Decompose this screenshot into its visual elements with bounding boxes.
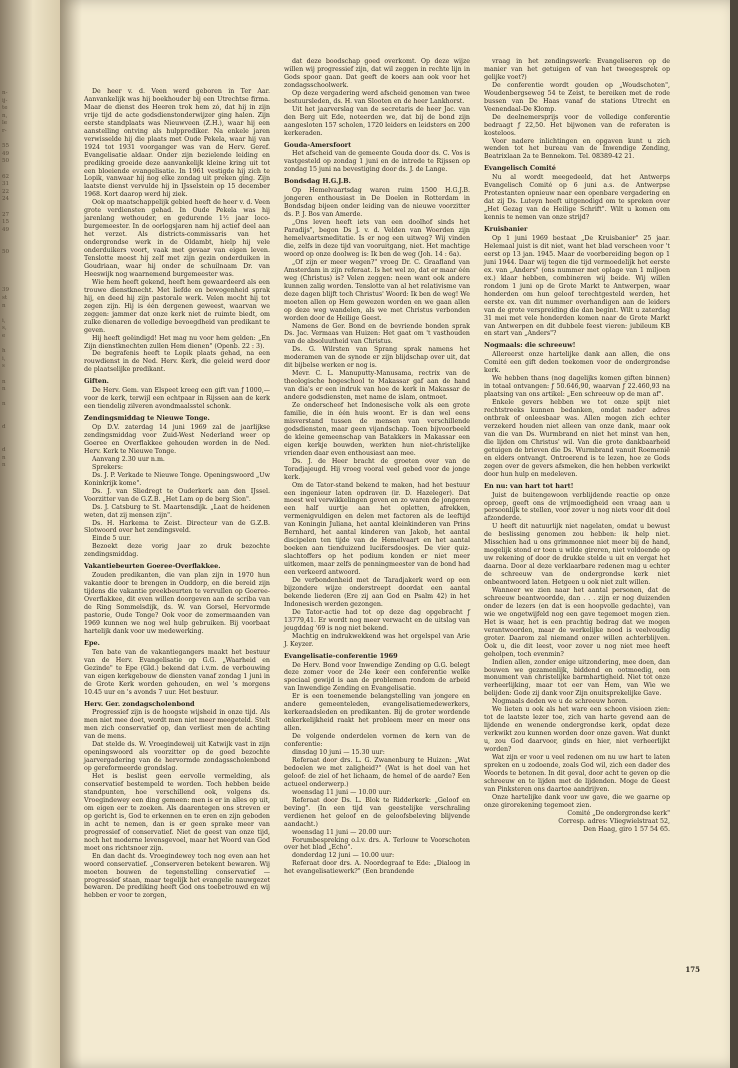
facing-page-fragments	[2, 90, 16, 790]
paragraph: Dat stelde ds. W. Vroegindeweij uit Katwijk vast in zijn openingswoord als voorzitter op de goed bezochte jaarvergadering van de hervormde zondagsscholenbond op gereformeerde grondslag.	[84, 741, 270, 773]
column-middle	[284, 58, 470, 876]
facing-page-fragment	[2, 272, 16, 280]
paragraph: Hij heeft geëindigd! Het mag nu voor hem gelden: „En Zijn dienstknechten zullen Hem dienen" (Openb. 22 : 3).	[84, 334, 270, 350]
facing-page-fragment: h	[2, 348, 6, 355]
facing-page-fragment: 24	[2, 196, 10, 203]
facing-page-fragment: te	[2, 105, 8, 112]
paragraph: Wanneer we zien naar het aantal personen, dat de schreeuw beantwoordde, dan . . . zijn er nog duizenden onder de lezers (en dat is een hoopvolle gedachte), van wie we ongetwijfeld nog een gave tegemoet mogen zien. Het is waar, het is een prachtig bedrag dat we mogen verantwoorden, maar de werkelijke nood is veelvoudig groter. Daarom zal niemand onzer willen achterblijven. Ook u, die dit leest, voor zover u nog niet mee heeft geholpen, toch evenmin?	[484, 587, 670, 658]
paragraph: Wie hem heeft gekend, heeft hem gewaardeerd als een trouwe dienstknecht. Met liefde en bewogenheid sprak hij, en deed hij zijn pastorale werk. Velen mocht hij tot zegen zijn. Hij is één dergenen geweest, waarvan we zeggen: jammer dat onze kerk niet de ruimte biedt, om zulke dienaren de volledige bevoegdheid van predikant te geven.	[84, 278, 270, 334]
facing-page-fragment	[2, 265, 16, 273]
paragraph: Machtig en indrukwekkend was het orgelspel van Arie J. Keyzer.	[284, 632, 470, 648]
paragraph: Ds. H. Harkema te Zeist. Directeur van de G.Z.B. Slotwoord over het zendingsveld.	[84, 519, 270, 535]
facing-page-fragment: n	[2, 378, 6, 385]
article-heading: Epe.	[84, 638, 100, 647]
paragraph: Nu al wordt meegedeeld, dat het Antwerps Evangelisch Comité op 6 juni a.s. de Antwerpse Protestanten opnieuw naar een openbare vergadering en dat zij Ds. Luteyn heeft uitgenodigd om te spreken over „Het Gezag van de Heilige Schrift". Wilt u komen om kennis te nemen van onze strijd?	[484, 174, 670, 222]
facing-page-fragment	[2, 417, 16, 425]
facing-page-fragment: n-	[2, 90, 8, 96]
article-heading: En nu: van hart tot hart!	[484, 481, 574, 490]
facing-page-fragment	[2, 409, 16, 417]
paragraph: Enkele gevers hebben we tot onze spijt niet rechtstreeks kunnen bedanken, omdat nader adres ontbrak of onleesbaar was. Allen mogen zich echter verzekerd houden niet alleen van onze dank, maar ook van die van Ds. Wurmbrand en niet het minst van hen, die lijden om Christus' wil. Van die grote dankbaarheid getuigen de brieven die Ds. Wurmbrand vanuit Roemenië en elders ontvangt. Ontroerend is te lezen, hoe ze Gods zegen over de gevers afsmeken, die hen hebben verkwikt door hun hulp en medeleven.	[484, 399, 670, 478]
article-heading: Evangelisatie-conferentie 1969	[284, 651, 398, 660]
paragraph: Ds. J. van Sliedregt te Ouderkerk aan den IJssel. Voorzitter van de G.Z.B. „Het Lam op de berg Sion".	[84, 487, 270, 503]
article-heading: Zendingsmiddag te Nieuwe Tonge.	[84, 414, 210, 423]
paragraph: Er is een toenemende belangstelling van jongere en andere gemeenteleden, evangelisatiemedewerkers, kerkeraadsleden en predikanten. Bij de groter wordende onkerkelijkheid raakt het probleem meer en meer ons allen.	[284, 693, 470, 733]
facing-page-fragment: i,	[2, 317, 6, 324]
paragraph: dat deze boodschap goed overkomt. Op deze wijze willen wij progressief zijn, dat wil zeggen in rechte lijn in Gods spoor gaan. Dat geeft de koers aan ook voor het zondagsschoolwerk.	[284, 58, 470, 89]
paragraph: De Herv. Gem. van Elspeet kreeg een gift van ƒ 1000,— voor de kerk, terwijl een echtpaar in Rijssen aan de kerk een tiendelig zilveren avondmaalsstel schonk.	[84, 387, 270, 411]
paragraph: Op D.V. zaterdag 14 juni 1969 zal de jaarlijkse zendingsmiddag voor Zuid-West Nederland weer op Goeree en Overflakkee gehouden worden in de Ned. Herv. Kerk te Nieuwe Tonge.	[84, 424, 270, 455]
paragraph: woensdag 11 juni — 20.00 uur:	[292, 828, 392, 836]
paragraph: U heeft dit natuurlijk niet nagelaten, omdat u bewust de beslissing genomen zou hebben: ik help niet. Misschien had u ons grimmonnee niet meer bij de hand, mogelijk stond er toen u wilde gireren, niet voldoende op uw rekening of door de drukke stelde u uit en vergat het daarna. Door al deze verklaarbare redenen mag u echter de schreeuw van de ondergrondse kerk niet onbeantwoord laten. Hetgeen u ook niet zult willen.	[484, 523, 670, 587]
facing-page-fragment: 49	[2, 226, 10, 233]
magazine-page	[60, 0, 730, 1068]
paragraph: Ook op maatschappelijk gebied heeft de heer v. d. Veen grote verdiensten gehad. In Oude Pekela was hij jarenlang wethouder, en gedurende 1½ jaar loco-burgemeester. In de oorlogsjaren nam hij actief deel aan het verzet. Als districts-commissaris van het ondergrondse werk in de Oldambt, hielp hij vele onderduikers voort, vaak met gevaar van eigen leven. Tenslotte moest hij zelf met zijn gezin onderduiken in Goudriaan, waar hij onder de schuilnaam Dr. van Heeswijk nog waarnemend burgemeester was.	[84, 199, 270, 278]
paragraph: Juist de buitengewoon verblijdende reactie op onze oproep, geeft ons de vrijmoedigheid een vraag aan u persoonlijk te stellen, voor zover u nog niets voor dit doel afzonderde.	[484, 491, 670, 523]
paragraph: Referaat door drs. L. G. Zwanenburg te Huizen: „Wat bedoelen we met zaligheid?" (Wat is het doel van het geloof: de ziel of het lichaam, de hemel of de aarde? Een actueel onderwerp.)	[284, 756, 470, 788]
facing-page-fragment	[2, 136, 16, 144]
facing-page-fragment: le	[2, 120, 8, 127]
facing-page-fragment: st	[2, 295, 8, 302]
facing-page-fragment: 55	[2, 143, 10, 150]
paragraph: De Tator-actie had tot op deze dag opgebracht ƒ 13779,41. Er wordt nog meer verwacht en de uitslag van jeugddag '69 is nog niet bekend.	[284, 608, 470, 632]
facing-page-fragment	[2, 166, 16, 174]
paragraph: De conferentie wordt gouden op „Woudschoten", Woudenbergseweg 54 te Zeist, te bereiken met de rode bussen van De Haas vanaf de stations Utrecht en Veenendaal-De Klomp.	[484, 81, 670, 113]
paragraph: Onze hartelijke dank voor uw gave, die we gaarne op onze girorekening tegemoet zien.	[484, 793, 670, 809]
paragraph: Om de Tator-stand bekend te maken, had het bestuur een ingenieur laten opdraven (ir. D. Hazeleger). Dat moest wel verwikkelingen geven en zo waren de jongeren een half uurtje aan het opletten, afrekken, vermenigvuldigen en delen met factoren als de leeftijd van Koningin Juliana, het aantal kleinkinderen van Prins Bernhard, het aantal kinderen van Jakob, het aantal discipelen ten tijde van de Hemelvaart en het aantal boeken aan tienduizend lucifersdoosjes. De vier quiz-slachtoffers op het podium konden er niet meer uitkomen, maar zelfs de penningmeester van de bond had een verkeerd antwoord.	[284, 481, 470, 577]
paragraph: Forumbespreking o.l.v. drs. A. Terlouw te Voorschoten over het blad „Echo".	[284, 836, 470, 852]
paragraph: De deelnemersprijs voor de volledige conferentie bedraagt ƒ 22,50. Het bijwonen van de referaten is kosteloos.	[484, 113, 670, 137]
paragraph: Op 1 juni 1969 bestaat „De Kruisbanier" 25 jaar. Helemaal juist is dit niet, want het blad verscheen voor 't eerst op 13 jan. 1945. Maar de voorbereiding begon op 1 juni 1944. Daar wij tegen die tijd vermoedelijk het eerste ex. van „Anders" (ons nummer met oplage van 1 miljoen ex.) klaar hebben, combineren wij beide. Wij willen rondom 1 juni op de Grote Markt te Antwerpen, waar honderden om hun geloof terechtgesteld werden, het eerste ex. van dit nummer overhandigen aan de leiders van de grote verspreiding die dan begint. Wilt u zaterdag 31 mei met vele honderden komen naar de Grote Markt van Antwerpen en dit dubbele feest vieren: jubileum KB en start van „Anders"?	[484, 235, 670, 338]
paragraph: vraag in het zendingswerk: Evangeliseren op de manier van het getuigen of van het tweegesprek op gelijke voet?)	[484, 58, 670, 81]
facing-page-fragment: e	[2, 333, 6, 339]
facing-page-fragment	[2, 439, 16, 447]
paragraph: woensdag 11 juni — 10.00 uur:	[292, 788, 392, 796]
paragraph: „Ons leven heeft iets van een doolhof sinds het Paradijs", begon Ds J. v. d. Velden van Woerden zijn hemelvaartsmeditatie. Is er nog een uitweg? Wij vinden die, zelfs in deze tijd van vooruitgang, niet. Het machtige woord op onze doolweg is: Ik ben de weg (Joh. 14 : 6a).	[284, 219, 470, 258]
article-heading: Herv. Ger. zondagscholenbond	[84, 699, 195, 708]
paragraph: Ds. J. P. Verkade te Nieuwe Tonge. Openingswoord „Uw Koninkrijk kome".	[84, 471, 270, 487]
paragraph: Voor nadere inlichtingen en opgaven kunt u zich wenden tot het bureau van de Inwendige Zending, Beatrixlaan 2a te Bennekom. Tel. 08389-42 21.	[484, 137, 670, 161]
facing-page-fragment	[2, 394, 16, 402]
facing-page-fragment: 50	[2, 158, 10, 165]
facing-page-fragment: n	[2, 302, 6, 309]
facing-page-fragment: ij-	[2, 97, 8, 104]
facing-page-fragment: n	[2, 386, 6, 393]
paragraph: Sprekers:	[92, 463, 123, 471]
facing-page-fragment: n	[2, 454, 6, 461]
paragraph: Uit het jaarverslag van de secretaris de heer Jac. van den Berg uit Ede, noteerden we, dat bij de bond zijn aangesloten 157 scholen, 1720 leiders en leidsters en 200 kerkeraden.	[284, 105, 470, 137]
signature-line: Comité „De ondergrondse kerk"	[567, 809, 670, 817]
page-number: 175	[685, 965, 700, 974]
paragraph: dinsdag 10 juni — 15.30 uur:	[292, 749, 385, 757]
facing-page-fragment	[2, 310, 16, 318]
facing-page-fragment: 22	[2, 188, 10, 195]
facing-page-fragment: 27	[2, 211, 10, 218]
article-heading: Kruisbanier	[484, 225, 528, 234]
paragraph: Wat zijn er voor u veel redenen om nu uw hart te laten spreken en u zodoende, zoals God wil, zich een dader des Woords te betonen. In dit geval, door acht te geven op die schreeuw en te lijden met de lijdenden. Moge de Geest van Pinksteren ons daartoe aandrijven.	[484, 754, 670, 793]
facing-page-fragment: s	[2, 363, 5, 370]
paragraph: Nogmaals deden we u de schreeuw horen.	[492, 698, 628, 706]
background-edge	[730, 0, 738, 1068]
paragraph: En dan dacht ds. Vroegindewey toch nog even aan het woord conservatief. „Conserveren betekent bewaren. Wij moeten bouwen de tegenstelling conservatief — progressief staan, maar tegelijk het evangelie nauwgezet bewaren. De prediking heeft God ons toebetrouwd en wij hebben er voor te zorgen,	[84, 852, 270, 900]
paragraph: Progressief zijn is de hoogste wijsheid in onze tijd. Als men niet mee doet, wordt men niet meer meegeteld. Stelt men zich conservatief op, dan verliest men de achting van de mens.	[84, 709, 270, 741]
paragraph: We hebben thans (nog dagelijks komen giften binnen) in totaal ontvangen: ƒ 50.646,90, waarvan ƒ 22.460,93 na plaatsing van ons artikel: „Een schreeuw op de man af".	[484, 375, 670, 399]
facing-page-edge	[0, 0, 60, 1068]
article-heading: Gouda-Amersfoort	[284, 140, 352, 149]
paragraph: De verbondenheid met de Taradjakerk werd op een bijzondere wijze onderstreept doordat een aantal bekende liederen (Ere zij aan God en Psalm 42) in het Indonesisch werden gezongen.	[284, 577, 470, 608]
paragraph: Mevr. C. L. Manuputty-Manusama, rectrix van de theologische hogeschool te Makassar gaf aan de hand van dia's er een indruk van hoe de kerk in Makassar de andere godsdiensten, met name de islam, ontmoet.	[284, 370, 470, 402]
paragraph: Ten bate van de vakantiegangers maakt het bestuur van de Herv. Evangelisatie op G.G. „Waarheid en Gezinde" te Epe (Gld.) bekend dat i.v.m. de verbouwing van eigen kerkgebouw de diensten vanaf zondag 1 juni in de Grote Kerk worden gehouden, en wel 's morgens 10.45 uur en 's avonds 7 uur. Het bestuur.	[84, 648, 270, 696]
facing-page-fragment: r-	[2, 127, 7, 134]
paragraph: Ds. J. Catsburg te St. Maartensdijk. „Laat de heidenen weten, dat zij mensen zijn".	[84, 503, 270, 519]
paragraph: Het is beslist geen eervolle vermelding, als conservatief bestempeld te worden. Toch hebben beide standpunten, hoe verschillend ook, volgens ds. Vroegindewey een ding gemeen: men is er in alles op uit, om eigen eer te zoeken. Als daarentegen ons streven er op gericht is, God te erkennen en te eren en zijn geboden in acht te nemen, dan is er geen sprake meer van progressief of conservatief. Niet de geest van onze tijd, noch het moderne levensgevoel, maar het Woord van God moet ons richtsnoer zijn.	[84, 773, 270, 852]
facing-page-fragment: 15	[2, 219, 10, 226]
paragraph: Namens de Ger. Bond en de bevriende bonden sprak Ds. Jac. Vermaas van Huizen: Het gaat om 't vasthouden van de absoluutheid van Christus.	[284, 322, 470, 346]
paragraph: De volgende onderdelen vormen de kern van de conferentie:	[284, 733, 470, 749]
paragraph: Ds. G. Wilrsten van Sprang sprak namens het moderamen van de synode er zijn blijdschap over uit, dat dit bijbelse werken er nog is.	[284, 346, 470, 370]
paragraph: Ds. J. de Heer bracht de groeten over van de Toradjajeugd. Hij vroeg vooral veel gebed voor de jonge kerk.	[284, 457, 470, 481]
paragraph: Einde 5 uur.	[92, 535, 131, 543]
paragraph: De Herv. Bond voor Inwendige Zending op G.G. belegt deze zomer voor de 24e keer een conferentie welke speciaal gewijd is aan de problemen rondom de arbeid van Inwendige Zending en Evangelisatie.	[284, 661, 470, 693]
paragraph: Referaat door Ds. L. Blok te Ridderkerk: „Geloof en beving". (In een tijd van geestelijke verschraling verdienen het geloof en de geloofsbeleving blijvende aandacht.)	[284, 796, 470, 828]
facing-page-fragment: 50	[2, 249, 10, 256]
facing-page-fragment	[2, 432, 16, 440]
facing-page-fragment	[2, 257, 16, 265]
paragraph: We lieten u ook als het ware een schoon visioen zien: tot de laatste lezer toe, zich van harte gevend aan de lijdende en wenende ondergrondse kerk, opdat deze verkwikt zou kunnen worden door onze gaven. Wat dunkt u, zou God daarvoor, ginds en hier, niet verheerlijkt worden?	[484, 706, 670, 754]
facing-page-fragment	[2, 371, 16, 379]
paragraph: donderdag 12 juni — 10.00 uur:	[292, 852, 395, 860]
facing-page-fragment: s,	[2, 325, 7, 332]
facing-page-fragment	[2, 341, 16, 349]
paragraph: Het afscheid van de gemeente Gouda door ds. C. Vos is vastgesteld op zondag 1 juni en de intrede te Rijssen op zondag 15 juni na bevestiging door ds. J. de Lange.	[284, 150, 470, 174]
paragraph: Zouden predikanten, die van plan zijn in 1970 hun vakantie door te brengen in Ouddorp, en die bereid zijn tijdens die vakantie preekbeurten te vervullen op Goeree-Overflakkee, dit even willen doorgeven aan de scriba van de Ring Sommelsdijk, ds. W. van Gorsel, Hervormde pastorie, Oude Tonge? Ook voor de zomermaanden van 1969 kunnen we nog wel hulp gebruiken. Bij voorbaat hartelijk dank voor uw medewerking.	[84, 572, 270, 635]
page-gutter-shadow	[60, 0, 82, 1068]
paragraph: Allereerst onze hartelijke dank aan allen, die ons Comité een gift deden toekomen voor de ondergrondse kerk.	[484, 351, 670, 375]
column-left	[84, 88, 270, 900]
paragraph: Indien allen, zonder enige uitzondering, mee doen, dan bouwen we gezamenlijk, biddend en ootmoedig, een monument van christelijke barmhartigheid. Niet tot onze verheerlijking, maar tot eer van Hem, van Wie we belijden: Gode zij dank voor Zijn onuitsprekelijke Gave.	[484, 658, 670, 698]
facing-page-fragment: 49	[2, 150, 10, 157]
facing-page-fragment: 31	[2, 181, 10, 188]
facing-page-fragment: 39	[2, 287, 10, 294]
column-right	[484, 58, 670, 834]
facing-page-fragment: i,	[2, 355, 6, 362]
paragraph: Aanvang 2.30 uur n.m.	[92, 455, 165, 463]
signature-line: Corresp. adres: Vliegwielstraat 52,	[558, 817, 670, 825]
signature-line: Den Haag, giro 1 57 54 65.	[583, 825, 670, 833]
facing-page-fragment	[2, 242, 16, 250]
paragraph: „Of zijn er meer wegen?" vroeg Dr. C. Graafland van Amsterdam in zijn referaat. Is het wel zo, dat er maar één weg (Christus) is? Velen zeggen: neen want ook andere kunnen zalig worden. Tenslotte van al het relativisme van deze dagen blijft toch Christus' Woord: Ik ben de weg! We moeten allen op Hem gewezen worden en we gaan allen op deze weg wandelen, als we met Christus verbonden worden door de Heilige Geest.	[284, 258, 470, 322]
article-heading: Evangelisch Comité	[484, 164, 556, 173]
paragraph: Op deze vergadering werd afscheid genomen van twee bestuursleden, ds. H. van Slooten en de heer Lankhorst.	[284, 89, 470, 105]
facing-page-fragment: d	[2, 446, 6, 453]
paragraph: De heer v. d. Veen werd geboren in Ter Aar. Aanvankelijk was hij boekhouder bij een Utrechtse firma. Maar de dienst des Heeren trok hem zó, dat hij in zijn vrije tijd de acte godsdienstonderwijzer ging halen. Zijn eerste standplaats was Nieuwveen (Z.H.), waar hij een aanstelling ontving als hulpprediker. Na enkele jaren verwisselde hij die plaats met Oude Pekela, waar hij van 1924 tot 1931 voorganger was van de Herv. Geref. Evangelisatie aldaar. Onder zijn bezielende leiding en prediking groeide deze aanvankelijk kleine kring uit tot een bloeiende evangelisatie. In 1961 vestigde hij zich te Lopik, vanwaar hij nog elke zondag uit preken ging. Zijn laatste dienst vervulde hij in IJsselstein op 15 december 1968. Kort daarop werd hij ziek.	[84, 88, 270, 199]
facing-page-fragment: n	[2, 401, 6, 408]
article-heading: Giften.	[84, 377, 109, 386]
paragraph: Op Hemelvaartsdag waren ruim 1500 H.G.J.B. jongeren enthousiast in De Doelen in Rotterdam in Bondsdag bijeen onder leiding van de nieuwe voorzitter ds. P. J. Bos van Amerde.	[284, 187, 470, 219]
article-heading: Nogmaals: die schreeuw!	[484, 341, 576, 350]
article-heading: Vakantiebeurten Goeree-Overflakkee.	[84, 562, 221, 571]
article-heading: Bondsdag H.G.J.B.	[284, 177, 351, 186]
facing-page-fragment: n,	[2, 112, 8, 119]
paragraph: Referaat door drs. A. Noordegraaf te Ede: „Dialoog in het evangelisatiewerk?" (Een brandende	[284, 860, 470, 876]
paragraph: Ze onderscheef het Indonesische volk als een grote familie, die in één huis woont. Er is dan wel eens misverstand tussen de mensen van verschillende godsdiensten, maar geen vijandschap. Toen bijvoorbeeld de kleine gemeenschap van Batakkers in Makassar een eigen kerkje bouwden, werkten hun niet-christelijke vrienden daar even enthousiast aan mee.	[284, 402, 470, 457]
paragraph: De begrafenis heeft te Lopik plaats gehad, na een rouwdienst in de Ned. Herv. Kerk, die geleid werd door de plaatselijke predikant.	[84, 350, 270, 374]
facing-page-fragment	[2, 280, 16, 288]
facing-page-fragment	[2, 234, 16, 242]
facing-page-fragment	[2, 204, 16, 212]
facing-page-fragment: d	[2, 424, 6, 431]
facing-page-fragment: n	[2, 462, 6, 469]
facing-page-fragment: 62	[2, 173, 10, 180]
paragraph: Bezoekt deze vorig jaar zo druk bezochte zendingsmiddag.	[84, 543, 270, 559]
